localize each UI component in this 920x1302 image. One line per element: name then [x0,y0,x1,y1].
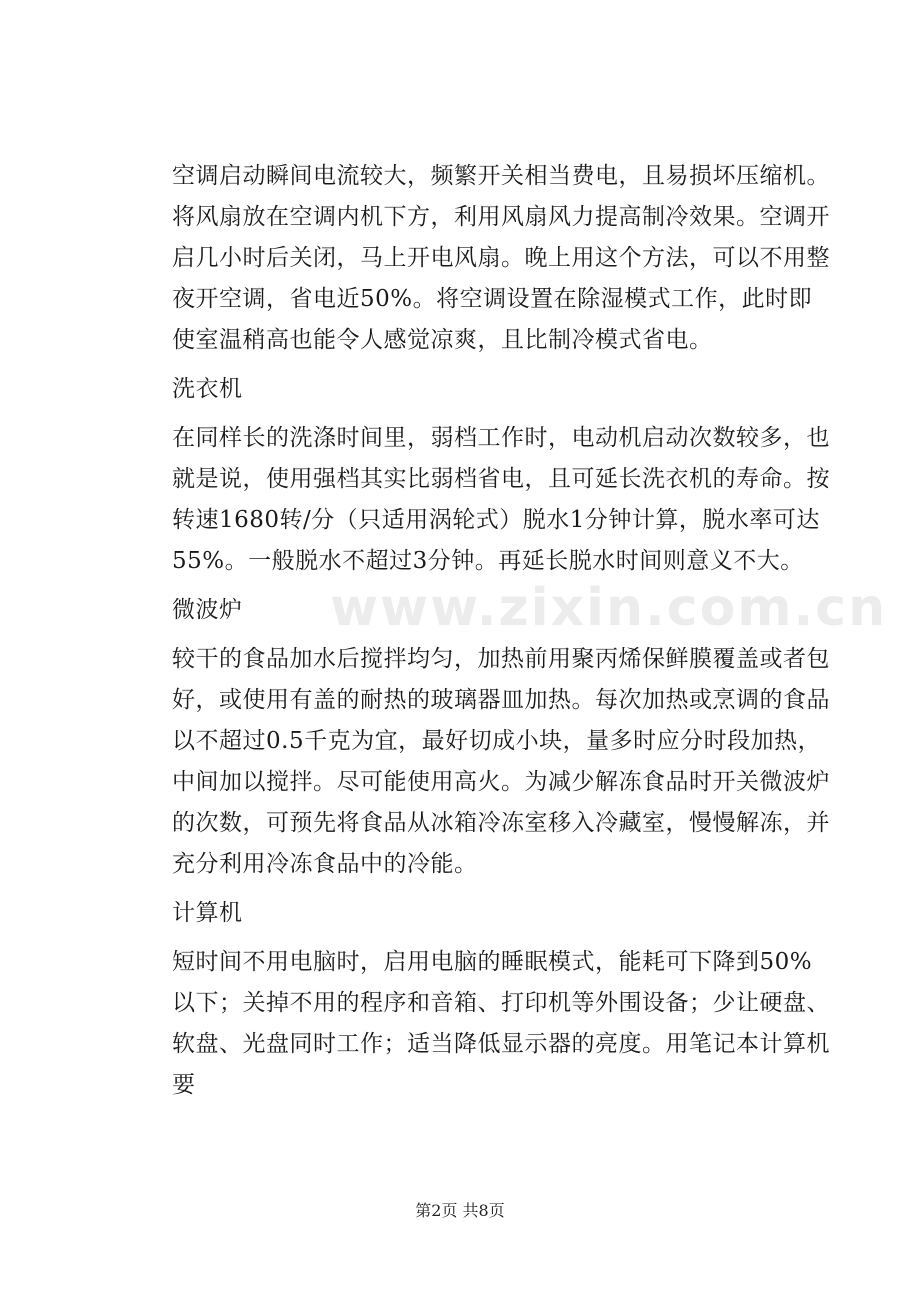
paragraph-microwave: 较干的食品加水后搅拌均匀，加热前用聚丙烯保鲜膜覆盖或者包好，或使用有盖的耐热的玻璃器皿加热。每次加热或烹调的食品以不超过0.5千克为宜，最好切成小块，量多时应分时段加热，中间加以搅拌。尽可能使用高火。为减少解冻食品时开关微波炉的次数，可预先将食品从冰箱冷冻室移入冷藏室，慢慢解冻，并充分利用冷冻食品中的冷能。 [172,646,830,877]
page-footer: 第2页 共8页 [415,1201,505,1220]
paragraph-air-conditioner: 空调启动瞬间电流较大，频繁开关相当费电，且易损坏压缩机。将风扇放在空调内机下方，利用风扇风力提高制冷效果。空调开启几小时后关闭，马上开电风扇。晚上用这个方法，可以不用整夜开空调，省电近50%。将空调设置在除湿模式工作，此时即使室温稍高也能令人感觉凉爽，且比制冷模式省电。 [172,163,830,353]
heading-microwave: 微波炉 [172,597,243,623]
paragraph-computer: 短时间不用电脑时，启用电脑的睡眠模式，能耗可下降到50%以下；关掉不用的程序和音箱、打印机等外围设备；少让硬盘、软盘、光盘同时工作；适当降低显示器的亮度。用笔记本计算机要 [172,949,830,1098]
heading-washing-machine: 洗衣机 [172,376,243,402]
watermark: www.zixin.com.cn [330,578,888,638]
heading-computer: 计算机 [172,900,243,926]
paragraph-washing-machine: 在同样长的洗涤时间里，弱档工作时，电动机启动次数较多，也就是说，使用强档其实比弱档省电，且可延长洗衣机的寿命。按转速1680转/分（只适用涡轮式）脱水1分钟计算，脱水率可达55%。一般脱水不超过3分钟。再延长脱水时间则意义不大。 [172,425,830,574]
document-body [172,156,888,1114]
